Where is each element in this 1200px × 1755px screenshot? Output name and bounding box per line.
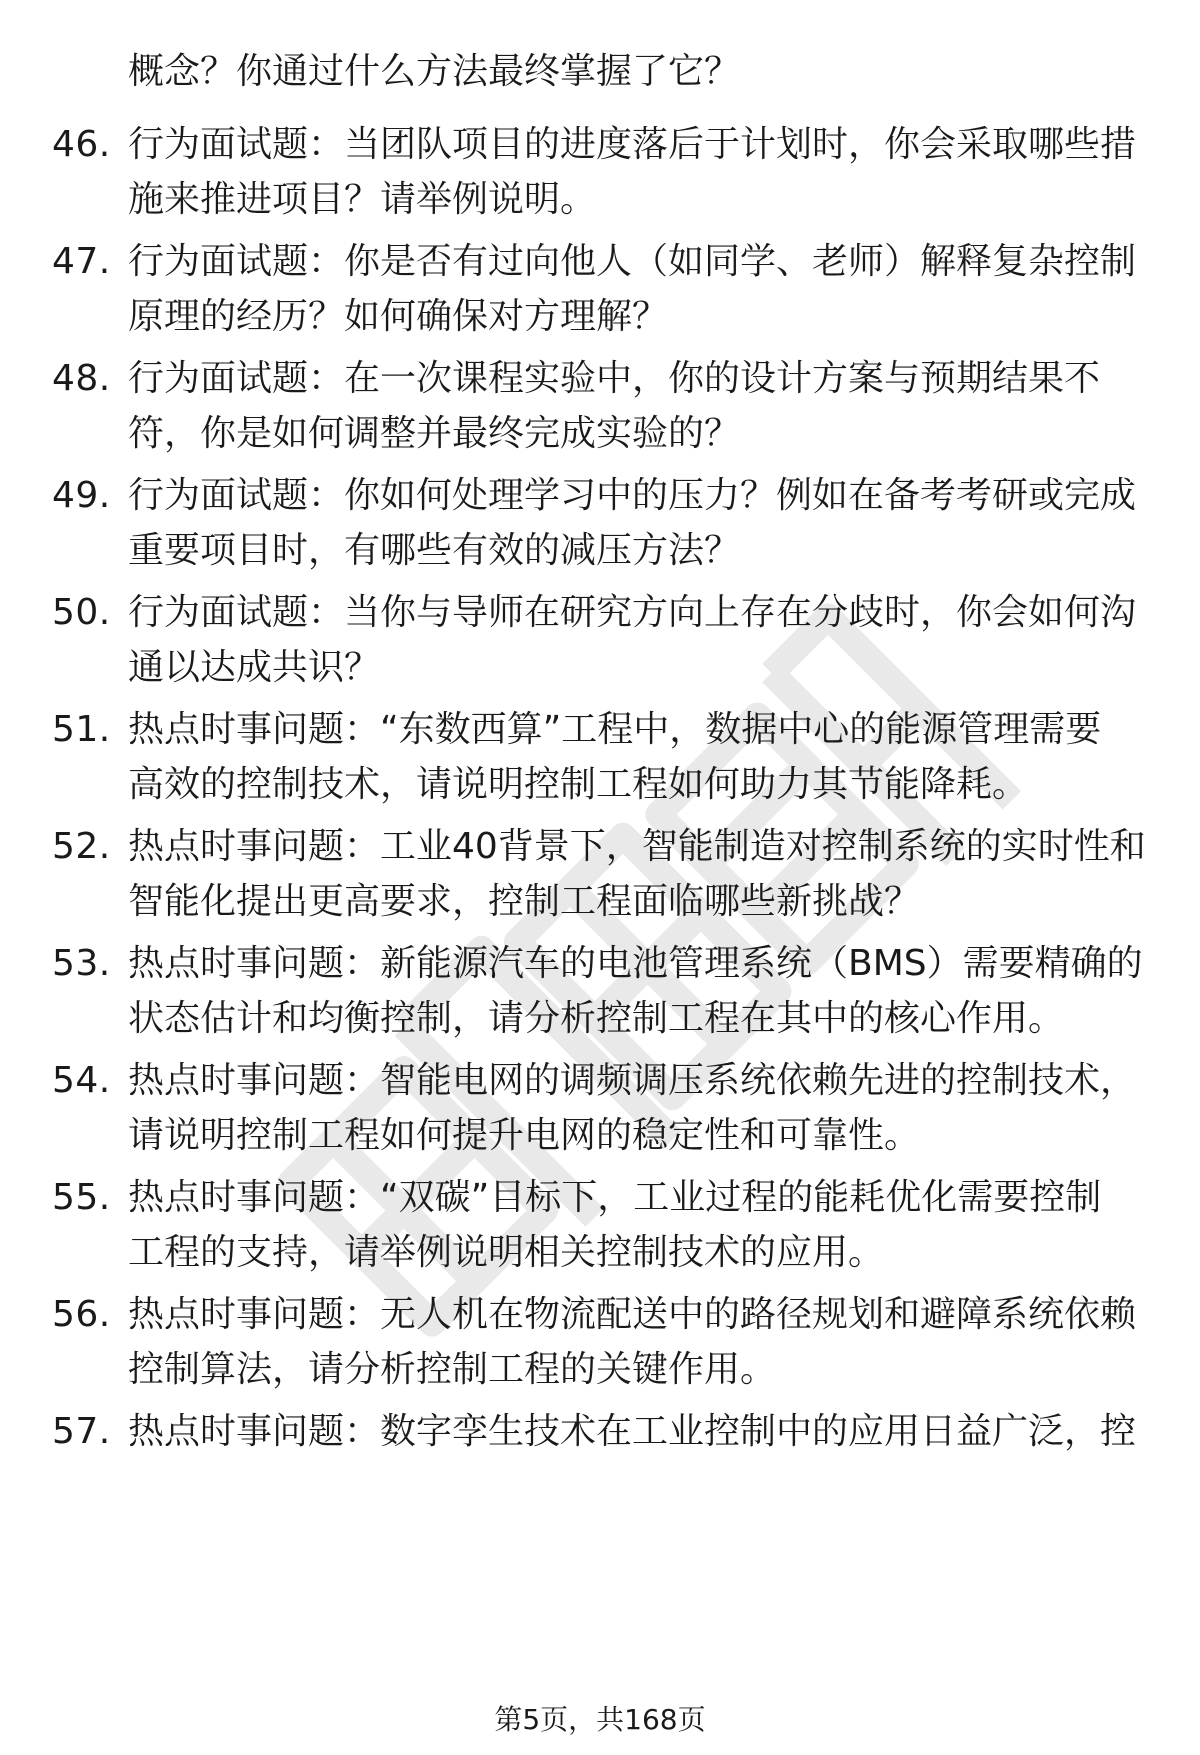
question-text: 热点时事问题：无人机在物流配送中的路径规划和避障系统依赖 <box>128 1294 1137 1335</box>
question-text: 概念？你通过什么方法最终掌握了它？ <box>128 51 741 92</box>
question-line-continued <box>0 404 1200 464</box>
question-line <box>0 934 1200 994</box>
question-text: 行为面试题：你如何处理学习中的压力？例如在备考考研或完成 <box>128 475 1137 516</box>
question-number: 48. <box>52 358 111 399</box>
question-text: 行为面试题：当你与导师在研究方向上存在分歧时，你会如何沟 <box>128 592 1137 633</box>
question-text: 热点时事问题：“双碳”目标下，工业过程的能耗优化需要控制 <box>128 1177 1102 1218</box>
question-text: 智能化提出更高要求，控制工程面临哪些新挑战？ <box>128 881 921 922</box>
question-line-continued <box>0 872 1200 932</box>
question-line-continued <box>0 1106 1200 1166</box>
question-line-continued <box>0 1340 1200 1400</box>
question-number: 56. <box>52 1294 111 1335</box>
question-text: 高效的控制技术，请说明控制工程如何助力其节能降耗。 <box>128 764 1029 805</box>
question-text: 热点时事问题：数字孪生技术在工业控制中的应用日益广泛，控 <box>128 1411 1137 1452</box>
question-text: 控制算法，请分析控制工程的关键作用。 <box>128 1349 777 1390</box>
question-line <box>0 817 1200 877</box>
question-number: 54. <box>52 1060 111 1101</box>
question-text: 请说明控制工程如何提升电网的稳定性和可靠性。 <box>128 1115 921 1156</box>
question-text: 热点时事问题：“东数西算”工程中，数据中心的能源管理需要 <box>128 709 1102 750</box>
question-number: 49. <box>52 475 111 516</box>
question-line-continued <box>0 755 1200 815</box>
question-line <box>0 700 1200 760</box>
question-line <box>0 1402 1200 1462</box>
question-number: 51. <box>52 709 111 750</box>
question-text: 状态估计和均衡控制，请分析控制工程在其中的核心作用。 <box>128 998 1065 1039</box>
question-line <box>0 42 1200 102</box>
question-line-continued <box>0 170 1200 230</box>
question-text: 符，你是如何调整并最终完成实验的？ <box>128 413 741 454</box>
question-line <box>0 1285 1200 1345</box>
question-line-continued <box>0 287 1200 347</box>
question-text: 原理的经历？如何确保对方理解？ <box>128 296 669 337</box>
question-line <box>0 232 1200 292</box>
question-text: 行为面试题：当团队项目的进度落后于计划时，你会采取哪些措 <box>128 124 1137 165</box>
question-text: 热点时事问题：工业40背景下，智能制造对控制系统的实时性和 <box>128 826 1146 867</box>
question-number: 55. <box>52 1177 111 1218</box>
question-line-continued <box>0 521 1200 581</box>
question-number: 57. <box>52 1411 111 1452</box>
question-text: 重要项目时，有哪些有效的减压方法？ <box>128 530 741 571</box>
question-line <box>0 349 1200 409</box>
question-line <box>0 583 1200 643</box>
question-line <box>0 466 1200 526</box>
question-text: 热点时事问题：新能源汽车的电池管理系统（BMS）需要精确的 <box>128 943 1143 984</box>
question-number: 50. <box>52 592 111 633</box>
question-line-continued <box>0 989 1200 1049</box>
question-text: 工程的支持，请举例说明相关控制技术的应用。 <box>128 1232 885 1273</box>
question-line-continued <box>0 638 1200 698</box>
question-line <box>0 115 1200 175</box>
question-number: 53. <box>52 943 111 984</box>
question-text: 热点时事问题：智能电网的调频调压系统依赖先进的控制技术， <box>128 1060 1137 1101</box>
question-line-continued <box>0 1223 1200 1283</box>
page-number-footer: 第5页，共168页 <box>494 1703 706 1736</box>
question-text: 施来推进项目？请举例说明。 <box>128 179 597 220</box>
question-number: 52. <box>52 826 111 867</box>
question-line <box>0 1051 1200 1111</box>
question-text: 通以达成共识？ <box>128 647 381 688</box>
question-text: 行为面试题：你是否有过向他人（如同学、老师）解释复杂控制 <box>128 241 1137 282</box>
question-text: 行为面试题：在一次课程实验中，你的设计方案与预期结果不 <box>128 358 1101 399</box>
question-number: 47. <box>52 241 111 282</box>
question-number: 46. <box>52 124 111 165</box>
question-line <box>0 1168 1200 1228</box>
